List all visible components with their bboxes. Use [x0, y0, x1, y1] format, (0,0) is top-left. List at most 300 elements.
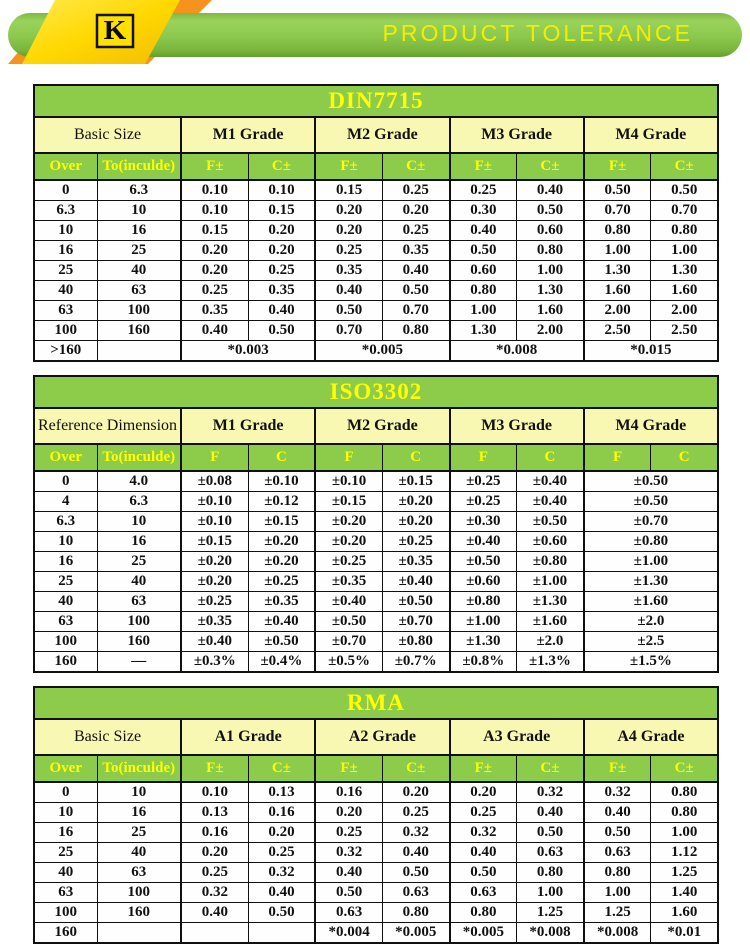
subheader-c: C±: [382, 755, 449, 782]
header-title: PRODUCT TOLERANCE: [382, 20, 693, 46]
cell: 0.10: [181, 201, 248, 221]
cell: 6.3: [97, 492, 181, 512]
cell: 0.70: [584, 201, 651, 221]
cell: 0.70: [651, 201, 718, 221]
cell: 1.30: [450, 321, 517, 341]
cell: 0.25: [450, 180, 517, 201]
cell: 40: [34, 592, 97, 612]
cell: ±0.70: [382, 612, 449, 632]
cell: ±0.25: [315, 552, 382, 572]
subheader-f: F: [450, 444, 517, 471]
cell: 0.10: [181, 180, 248, 201]
cell: 0.40: [584, 803, 651, 823]
cell: *0.015: [584, 341, 718, 362]
cell: 1.00: [450, 301, 517, 321]
cell: 0.32: [181, 883, 248, 903]
cell: ±0.50: [450, 552, 517, 572]
table-row: [34, 492, 718, 512]
cell: 0.63: [584, 843, 651, 863]
grade-header-row: [34, 117, 718, 153]
cell: 0.63: [517, 843, 584, 863]
cell: 1.30: [651, 261, 718, 281]
cell: 0.50: [315, 883, 382, 903]
cell: 0.40: [450, 221, 517, 241]
subheader-f: F: [315, 444, 382, 471]
cell: 2.00: [584, 301, 651, 321]
cell: 0.35: [382, 241, 449, 261]
table-body: [34, 782, 718, 943]
cell: 0.20: [450, 782, 517, 803]
cell: ±0.20: [181, 572, 248, 592]
subheader-f: F: [181, 444, 248, 471]
cell: 160: [34, 923, 97, 944]
cell: ±0.80: [382, 632, 449, 652]
cell: ±2.5: [584, 632, 718, 652]
cell: 10: [97, 512, 181, 532]
cell: 0.40: [382, 261, 449, 281]
table-row: [34, 321, 718, 341]
cell: 0.32: [315, 843, 382, 863]
cell: 0.63: [450, 883, 517, 903]
cell: ±0.40: [517, 492, 584, 512]
cell: ±0.70: [584, 512, 718, 532]
cell: ±0.5%: [315, 652, 382, 673]
table-title: RMA: [34, 687, 718, 719]
cell: 100: [97, 301, 181, 321]
cell: ±1.60: [584, 592, 718, 612]
cell: 0.50: [584, 180, 651, 201]
cell: 4: [34, 492, 97, 512]
cell: 25: [97, 241, 181, 261]
size-header: Reference Dimension: [34, 408, 181, 444]
subheader-row: [34, 755, 718, 782]
cell: ±0.10: [181, 512, 248, 532]
cell: *0.005: [315, 341, 449, 362]
cell: 0.40: [315, 863, 382, 883]
cell: 1.25: [517, 903, 584, 923]
cell: 4.0: [97, 471, 181, 492]
cell: 63: [34, 301, 97, 321]
cell: 0.50: [450, 241, 517, 261]
cell: ±1.30: [517, 592, 584, 612]
cell: ±0.20: [315, 512, 382, 532]
cell: 1.60: [651, 281, 718, 301]
table-row: [34, 221, 718, 241]
cell: 1.60: [584, 281, 651, 301]
cell: ±1.3%: [517, 652, 584, 673]
cell: 1.00: [584, 883, 651, 903]
cell: 63: [97, 863, 181, 883]
cell: ±0.7%: [382, 652, 449, 673]
cell: ±0.35: [315, 572, 382, 592]
cell: 0.15: [248, 201, 315, 221]
cell: 25: [34, 843, 97, 863]
cell: 0.16: [315, 782, 382, 803]
cell: 1.00: [584, 241, 651, 261]
cell: 0.32: [517, 782, 584, 803]
cell: ±1.00: [584, 552, 718, 572]
cell: 0.50: [382, 281, 449, 301]
table-row: [34, 301, 718, 321]
subheader-over: Over: [34, 444, 97, 471]
grade-header: M4 Grade: [584, 408, 718, 444]
table-row: [34, 612, 718, 632]
cell: 1.12: [651, 843, 718, 863]
cell: 0.60: [517, 221, 584, 241]
cell: 0.70: [315, 321, 382, 341]
cell: 100: [97, 883, 181, 903]
cell: 0.25: [181, 863, 248, 883]
cell: 0.15: [181, 221, 248, 241]
cell: ±0.20: [181, 552, 248, 572]
cell: 0.13: [181, 803, 248, 823]
cell: 0.40: [248, 883, 315, 903]
cell: 6.3: [34, 201, 97, 221]
cell: 16: [34, 241, 97, 261]
table-title-row: [34, 85, 718, 117]
cell: 40: [97, 261, 181, 281]
cell: ±0.08: [181, 471, 248, 492]
table-row: [34, 923, 718, 944]
grade-header: A3 Grade: [450, 719, 584, 755]
subheader-f: F±: [450, 755, 517, 782]
grade-header-row: [34, 719, 718, 755]
cell: —: [97, 652, 181, 673]
cell: 0.35: [248, 281, 315, 301]
cell: ±0.60: [517, 532, 584, 552]
grade-header: M1 Grade: [181, 408, 315, 444]
grade-header: A1 Grade: [181, 719, 315, 755]
cell: 0.50: [248, 903, 315, 923]
cell: 0.50: [584, 823, 651, 843]
subheader-c: C±: [248, 755, 315, 782]
cell: ±0.40: [315, 592, 382, 612]
cell: ±0.15: [248, 512, 315, 532]
cell: 0.60: [450, 261, 517, 281]
cell: ±1.60: [517, 612, 584, 632]
table-title: DIN7715: [34, 85, 718, 117]
table-row: [34, 803, 718, 823]
cell: 10: [97, 782, 181, 803]
grade-header: M4 Grade: [584, 117, 718, 153]
cell: 0.40: [181, 903, 248, 923]
cell: 1.40: [651, 883, 718, 903]
cell: 0.25: [382, 180, 449, 201]
cell: *0.008: [517, 923, 584, 944]
subheader-to: To(inculde): [97, 153, 181, 180]
cell: 0.32: [248, 863, 315, 883]
table-row: [34, 863, 718, 883]
cell: ±0.70: [315, 632, 382, 652]
cell: [248, 923, 315, 944]
cell: 0.63: [315, 903, 382, 923]
subheader-f: F±: [584, 755, 651, 782]
cell: 0.63: [382, 883, 449, 903]
cell: ±0.25: [382, 532, 449, 552]
subheader-c: C: [248, 444, 315, 471]
grade-header: M3 Grade: [450, 117, 584, 153]
subheader-f: F±: [181, 755, 248, 782]
cell: ±0.50: [584, 492, 718, 512]
subheader-c: C±: [651, 755, 718, 782]
cell: ±0.25: [450, 471, 517, 492]
cell: ±0.35: [382, 552, 449, 572]
grade-header: A2 Grade: [315, 719, 449, 755]
cell: ±2.0: [517, 632, 584, 652]
table-row: [34, 572, 718, 592]
cell: 1.25: [584, 903, 651, 923]
subheader-c: C: [517, 444, 584, 471]
cell: ±0.35: [248, 592, 315, 612]
cell: ±0.60: [450, 572, 517, 592]
cell: >160: [34, 341, 97, 362]
cell: 100: [34, 903, 97, 923]
cell: 2.50: [584, 321, 651, 341]
table-row: [34, 471, 718, 492]
cell: ±0.20: [382, 512, 449, 532]
cell: 1.00: [517, 883, 584, 903]
table-row: [34, 261, 718, 281]
cell: 100: [34, 321, 97, 341]
cell: 0.16: [248, 803, 315, 823]
cell: ±0.50: [584, 471, 718, 492]
table-row: [34, 782, 718, 803]
cell: 6.3: [34, 512, 97, 532]
table-rma: [33, 686, 719, 944]
page-header: [0, 0, 750, 64]
table-body: [34, 471, 718, 672]
cell: 0.20: [248, 823, 315, 843]
cell: 16: [34, 552, 97, 572]
subheader-c: C: [651, 444, 718, 471]
cell: 40: [97, 843, 181, 863]
subheader-f: F±: [450, 153, 517, 180]
subheader-over: Over: [34, 153, 97, 180]
cell: 0.16: [181, 823, 248, 843]
cell: 0.10: [248, 180, 315, 201]
cell: 0.80: [651, 803, 718, 823]
subheader-c: C±: [517, 755, 584, 782]
cell: 0.25: [382, 221, 449, 241]
cell: [97, 923, 181, 944]
cell: 63: [34, 612, 97, 632]
cell: ±0.40: [248, 612, 315, 632]
cell: 0.80: [651, 782, 718, 803]
cell: 6.3: [97, 180, 181, 201]
table-row: [34, 201, 718, 221]
cell: [181, 923, 248, 944]
cell: ±0.20: [382, 492, 449, 512]
subheader-c: C±: [382, 153, 449, 180]
cell: 0.50: [651, 180, 718, 201]
cell: ±2.0: [584, 612, 718, 632]
cell: ±1.30: [450, 632, 517, 652]
grade-header: M3 Grade: [450, 408, 584, 444]
cell: 0.35: [315, 261, 382, 281]
cell: 63: [97, 281, 181, 301]
size-header: Basic Size: [34, 719, 181, 755]
table-row: [34, 180, 718, 201]
cell: 0.20: [315, 201, 382, 221]
cell: 10: [34, 532, 97, 552]
cell: *0.005: [382, 923, 449, 944]
cell: ±0.35: [181, 612, 248, 632]
cell: 1.00: [651, 823, 718, 843]
subheader-f: F±: [315, 755, 382, 782]
cell: 2.00: [651, 301, 718, 321]
cell: 0: [34, 471, 97, 492]
cell: 1.30: [517, 281, 584, 301]
table-row: [34, 843, 718, 863]
grade-header: M1 Grade: [181, 117, 315, 153]
subheader-c: C±: [248, 153, 315, 180]
cell: 16: [97, 803, 181, 823]
table-body: [34, 180, 718, 361]
cell: 0: [34, 782, 97, 803]
cell: 2.50: [651, 321, 718, 341]
cell: ±0.10: [315, 471, 382, 492]
cell: 0.50: [315, 301, 382, 321]
cell: 0.80: [517, 241, 584, 261]
cell: 25: [34, 572, 97, 592]
cell: 0.30: [450, 201, 517, 221]
cell: 0.50: [450, 863, 517, 883]
cell: 25: [34, 261, 97, 281]
cell: 0.50: [517, 201, 584, 221]
cell: ±0.50: [248, 632, 315, 652]
table-row: [34, 903, 718, 923]
table-row: [34, 592, 718, 612]
cell: 0.80: [651, 221, 718, 241]
cell: 0.25: [315, 241, 382, 261]
cell: ±0.80: [450, 592, 517, 612]
cell: 0.40: [315, 281, 382, 301]
cell: 25: [97, 823, 181, 843]
cell: 0.25: [248, 843, 315, 863]
cell: 40: [97, 572, 181, 592]
cell: 0.80: [584, 863, 651, 883]
cell: ±0.4%: [248, 652, 315, 673]
cell: 0.25: [450, 803, 517, 823]
cell: 0.20: [248, 241, 315, 261]
subheader-c: C±: [651, 153, 718, 180]
cell: 10: [97, 201, 181, 221]
cell: 0.50: [517, 823, 584, 843]
cell: 0.32: [450, 823, 517, 843]
cell: 1.30: [584, 261, 651, 281]
size-header: Basic Size: [34, 117, 181, 153]
cell: ±0.40: [382, 572, 449, 592]
cell: 160: [97, 632, 181, 652]
cell: ±0.25: [450, 492, 517, 512]
cell: 0.20: [315, 803, 382, 823]
table-title-row: [34, 687, 718, 719]
cell: 0.50: [382, 863, 449, 883]
cell: 0.20: [382, 201, 449, 221]
cell: 0.25: [248, 261, 315, 281]
subheader-f: F: [584, 444, 651, 471]
cell: 160: [97, 321, 181, 341]
cell: *0.005: [450, 923, 517, 944]
cell: ±1.5%: [584, 652, 718, 673]
cell: ±0.12: [248, 492, 315, 512]
cell: 0.40: [517, 803, 584, 823]
grade-header: M2 Grade: [315, 117, 449, 153]
cell: 0.32: [382, 823, 449, 843]
cell: 0.80: [450, 903, 517, 923]
subheader-c: C: [382, 444, 449, 471]
subheader-to: To(inculde): [97, 444, 181, 471]
cell: 16: [97, 532, 181, 552]
table-title-row: [34, 376, 718, 408]
cell: *0.01: [651, 923, 718, 944]
cell: ±0.80: [517, 552, 584, 572]
cell: 0.80: [382, 903, 449, 923]
cell: 0.40: [450, 843, 517, 863]
cell: ±0.25: [181, 592, 248, 612]
cell: 0.80: [450, 281, 517, 301]
cell: 1.60: [651, 903, 718, 923]
cell: ±0.30: [450, 512, 517, 532]
cell: 0.20: [181, 261, 248, 281]
cell: 0.32: [584, 782, 651, 803]
cell: ±0.20: [248, 552, 315, 572]
subheader-over: Over: [34, 755, 97, 782]
subheader-f: F±: [181, 153, 248, 180]
cell: 160: [97, 903, 181, 923]
cell: 0.25: [181, 281, 248, 301]
cell: 1.00: [651, 241, 718, 261]
cell: 40: [34, 281, 97, 301]
cell: 1.00: [517, 261, 584, 281]
table-row: [34, 281, 718, 301]
subheader-row: [34, 153, 718, 180]
cell: ±0.80: [584, 532, 718, 552]
table-row: [34, 241, 718, 261]
subheader-row: [34, 444, 718, 471]
grade-header-row: [34, 408, 718, 444]
cell: 63: [97, 592, 181, 612]
cell: ±0.15: [382, 471, 449, 492]
cell: ±0.3%: [181, 652, 248, 673]
cell: 160: [34, 652, 97, 673]
cell: 0.40: [248, 301, 315, 321]
cell: 1.60: [517, 301, 584, 321]
cell: ±0.40: [450, 532, 517, 552]
cell: ±0.8%: [450, 652, 517, 673]
table-row: [34, 552, 718, 572]
cell: 0.20: [248, 221, 315, 241]
table-iso3302: [33, 375, 719, 673]
cell: ±0.50: [315, 612, 382, 632]
cell: ±0.50: [382, 592, 449, 612]
cell: *0.003: [181, 341, 315, 362]
cell: ±0.20: [248, 532, 315, 552]
cell: 10: [34, 221, 97, 241]
subheader-f: F±: [584, 153, 651, 180]
cell: 2.00: [517, 321, 584, 341]
cell: 0.40: [517, 180, 584, 201]
cell: 0.25: [382, 803, 449, 823]
table-row: [34, 883, 718, 903]
cell: *0.008: [584, 923, 651, 944]
cell: 0: [34, 180, 97, 201]
cell: 0.15: [315, 180, 382, 201]
cell: 0.40: [181, 321, 248, 341]
cell: ±0.40: [181, 632, 248, 652]
cell: ±0.15: [315, 492, 382, 512]
subheader-f: F±: [315, 153, 382, 180]
